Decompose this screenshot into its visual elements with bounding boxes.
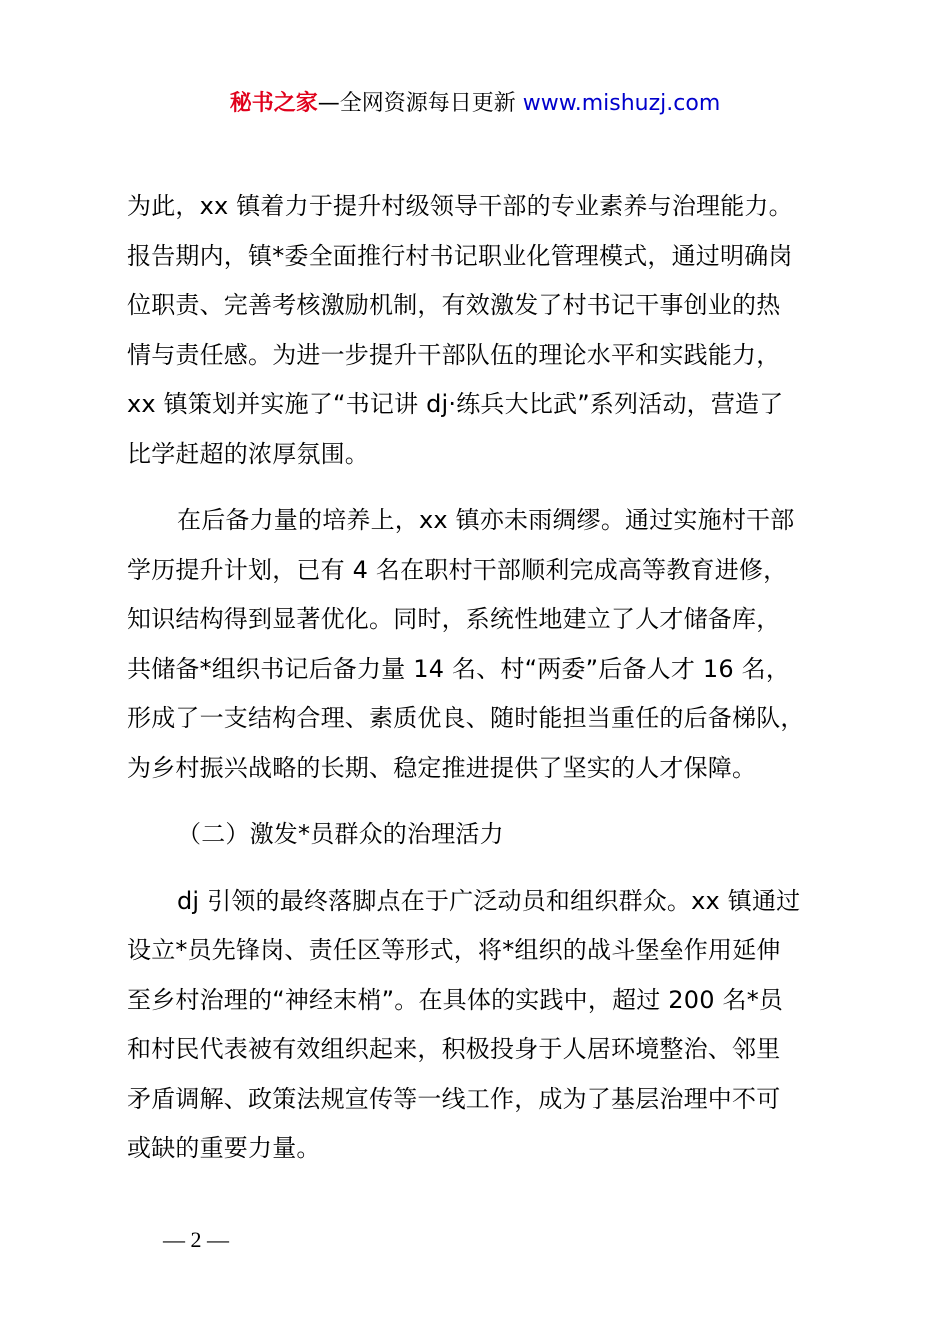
brand-name: 秘书之家	[229, 91, 318, 116]
text-line: dj 引领的最终落脚点在于广泛动员和组织群众。xx 镇通过	[177, 886, 801, 915]
paragraph-spacer	[127, 793, 847, 810]
paragraph-3	[127, 877, 847, 1174]
text-line: 设立*员先锋岗、责任区等形式，将*组织的战斗堡垒作用延伸	[127, 936, 781, 964]
text-line: 至乡村治理的“神经末梢”。在具体的实践中，超过 200 名*员	[127, 985, 784, 1014]
paragraph-spacer	[127, 479, 847, 496]
text-line: 位职责、完善考核激励机制，有效激发了村书记干事创业的热	[127, 291, 781, 319]
paragraph-1	[127, 182, 847, 479]
text-line: 学历提升计划，已有 4 名在职村干部顺利完成高等教育进修，	[127, 555, 788, 584]
paragraph-2	[127, 496, 847, 793]
text-line: 情与责任感。为进一步提升干部队伍的理论水平和实践能力，	[127, 340, 781, 369]
site-url-link[interactable]: www.mishuzj.com	[522, 91, 721, 116]
site-banner	[0, 88, 950, 120]
text-line: 或缺的重要力量。	[127, 1134, 321, 1162]
text-line: xx 镇策划并实施了“书记讲 dj·练兵大比武”系列活动，营造了	[127, 390, 784, 418]
paragraph-spacer	[127, 860, 847, 877]
text-line: 共储备*组织书记后备力量 14 名、村“两委”后备人才 16 名，	[127, 654, 791, 683]
page-number: — 2 —	[163, 1227, 229, 1252]
text-line: 矛盾调解、政策法规宣传等一线工作，成为了基层治理中不可	[127, 1084, 781, 1113]
text-line: 比学赶超的浓厚氛围。	[127, 439, 369, 468]
banner-tagline: —全网资源每日更新	[317, 91, 516, 116]
text-line: 知识结构得到显著优化。同时，系统性地建立了人才储备库，	[127, 605, 781, 633]
text-line: 形成了一支结构合理、素质优良、随时能担当重任的后备梯队，	[127, 704, 805, 732]
document-body	[127, 182, 847, 1174]
section-heading-text: （二）激发*员群众的治理活力	[177, 820, 504, 848]
section-heading	[127, 810, 847, 860]
text-line: 和村民代表被有效组织起来，积极投身于人居环境整治、邻里	[127, 1035, 781, 1063]
text-line: 在后备力量的培养上，xx 镇亦未雨绸缪。通过实施村干部	[177, 506, 795, 534]
text-line: 为此，xx 镇着力于提升村级领导干部的专业素养与治理能力。	[127, 192, 793, 220]
text-line: 为乡村振兴战略的长期、稳定推进提供了坚实的人才保障。	[127, 753, 757, 782]
text-line: 报告期内，镇*委全面推行村书记职业化管理模式，通过明确岗	[127, 241, 793, 270]
